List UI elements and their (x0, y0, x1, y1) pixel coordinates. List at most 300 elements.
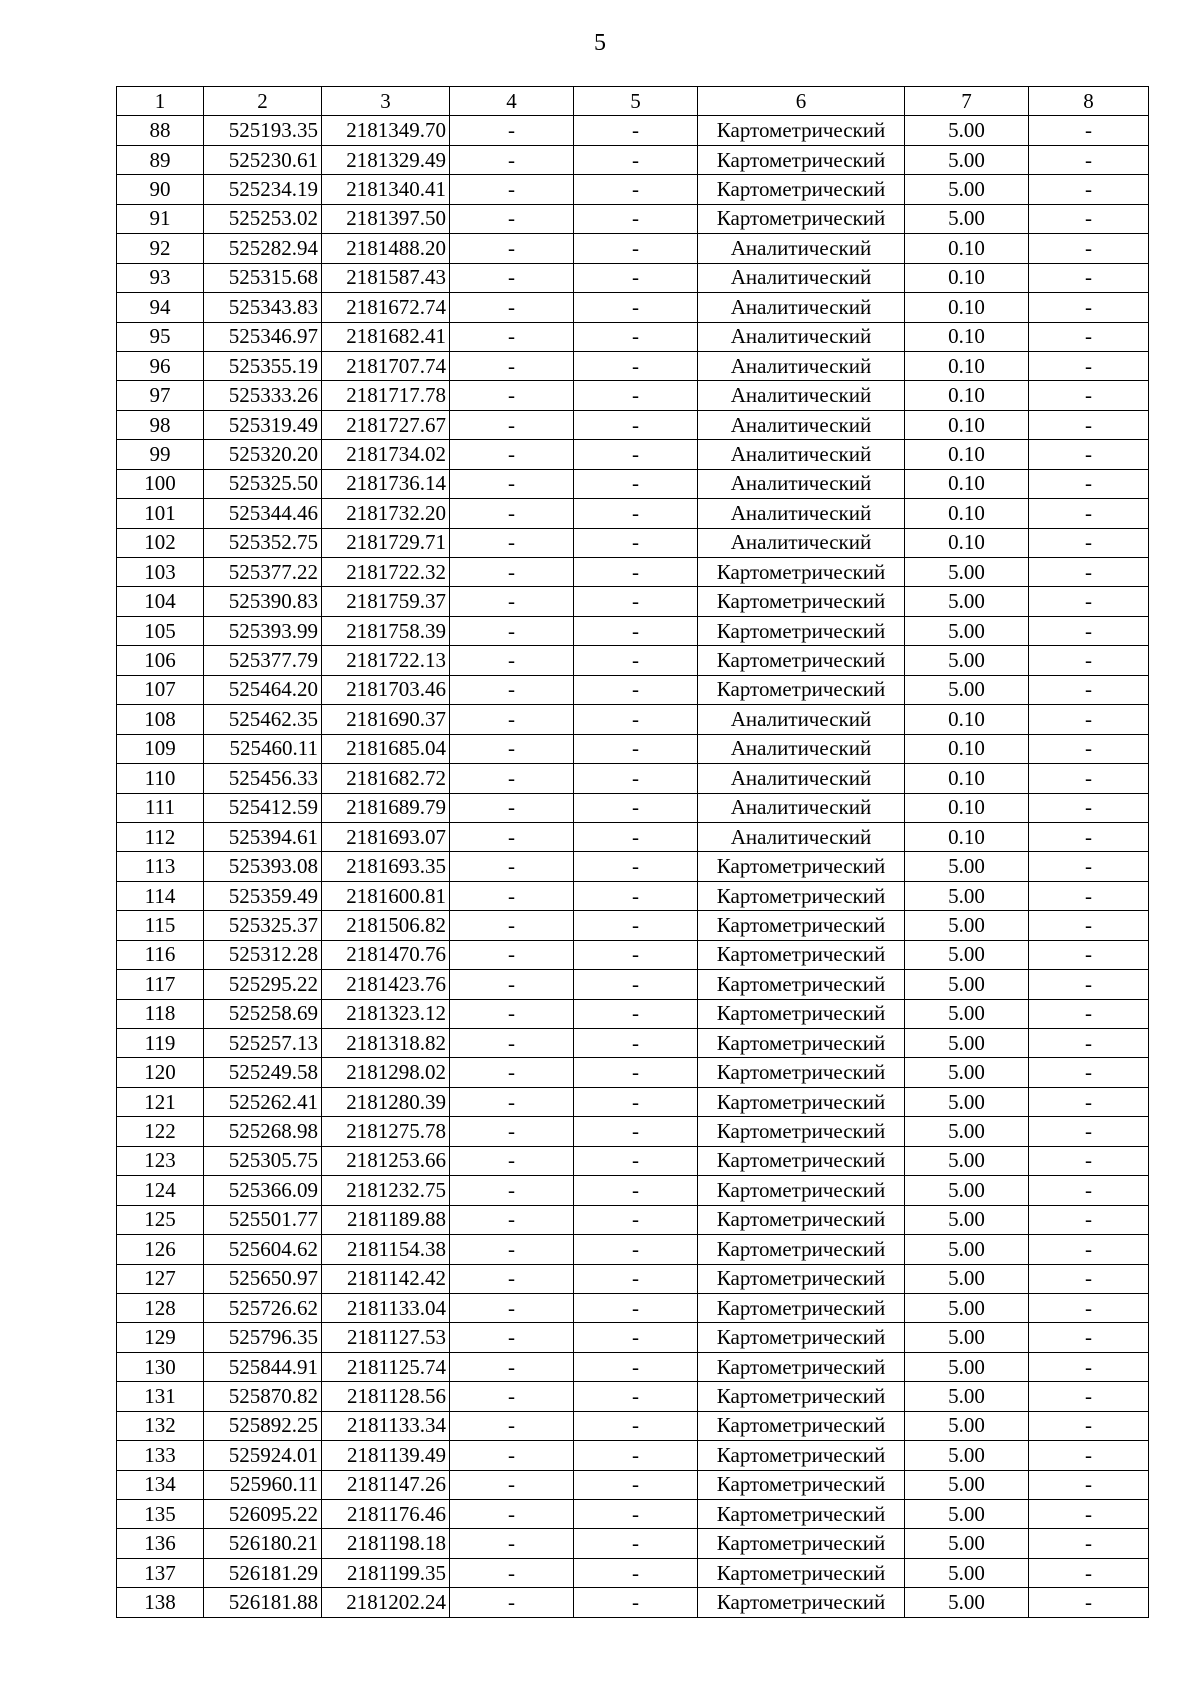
y-coordinate-cell: 2181340.41 (322, 175, 450, 204)
column-5-cell: - (574, 1382, 698, 1411)
column-8-cell: - (1029, 528, 1149, 557)
column-8-cell: - (1029, 351, 1149, 380)
point-number-cell: 115 (117, 911, 204, 940)
method-cell: Картометрический (698, 1205, 905, 1234)
table-row (117, 1146, 1149, 1175)
x-coordinate-cell: 525870.82 (204, 1382, 322, 1411)
accuracy-cell: 5.00 (905, 1117, 1029, 1146)
column-8-cell: - (1029, 1470, 1149, 1499)
column-4-cell: - (450, 822, 574, 851)
table-row (117, 293, 1149, 322)
column-8-cell: - (1029, 499, 1149, 528)
accuracy-cell: 5.00 (905, 1352, 1029, 1381)
point-number-cell: 124 (117, 1176, 204, 1205)
accuracy-cell: 5.00 (905, 558, 1029, 587)
column-8-cell: - (1029, 322, 1149, 351)
y-coordinate-cell: 2181280.39 (322, 1087, 450, 1116)
table-row (117, 351, 1149, 380)
column-4-cell: - (450, 528, 574, 557)
column-4-cell: - (450, 1558, 574, 1587)
column-5-cell: - (574, 499, 698, 528)
column-5-cell: - (574, 381, 698, 410)
table-row (117, 1323, 1149, 1352)
column-5-cell: - (574, 1176, 698, 1205)
column-8-cell: - (1029, 1558, 1149, 1587)
column-4-cell: - (450, 793, 574, 822)
x-coordinate-cell: 525295.22 (204, 970, 322, 999)
y-coordinate-cell: 2181587.43 (322, 263, 450, 292)
column-header: 7 (905, 87, 1029, 116)
column-4-cell: - (450, 145, 574, 174)
column-4-cell: - (450, 116, 574, 145)
column-8-cell: - (1029, 1529, 1149, 1558)
column-8-cell: - (1029, 675, 1149, 704)
x-coordinate-cell: 526181.29 (204, 1558, 322, 1587)
x-coordinate-cell: 525258.69 (204, 999, 322, 1028)
point-number-cell: 123 (117, 1146, 204, 1175)
point-number-cell: 116 (117, 940, 204, 969)
accuracy-cell: 5.00 (905, 1235, 1029, 1264)
column-8-cell: - (1029, 381, 1149, 410)
y-coordinate-cell: 2181690.37 (322, 705, 450, 734)
method-cell: Аналитический (698, 410, 905, 439)
column-8-cell: - (1029, 293, 1149, 322)
x-coordinate-cell: 525253.02 (204, 204, 322, 233)
column-5-cell: - (574, 440, 698, 469)
column-5-cell: - (574, 822, 698, 851)
point-number-cell: 133 (117, 1441, 204, 1470)
x-coordinate-cell: 525325.50 (204, 469, 322, 498)
column-8-cell: - (1029, 1352, 1149, 1381)
method-cell: Картометрический (698, 1441, 905, 1470)
column-8-cell: - (1029, 646, 1149, 675)
point-number-cell: 103 (117, 558, 204, 587)
column-4-cell: - (450, 499, 574, 528)
method-cell: Аналитический (698, 705, 905, 734)
y-coordinate-cell: 2181127.53 (322, 1323, 450, 1352)
column-5-cell: - (574, 1529, 698, 1558)
point-number-cell: 128 (117, 1293, 204, 1322)
table-row (117, 440, 1149, 469)
column-4-cell: - (450, 1117, 574, 1146)
accuracy-cell: 0.10 (905, 705, 1029, 734)
column-5-cell: - (574, 234, 698, 263)
table-row (117, 587, 1149, 616)
point-number-cell: 108 (117, 705, 204, 734)
y-coordinate-cell: 2181275.78 (322, 1117, 450, 1146)
y-coordinate-cell: 2181329.49 (322, 145, 450, 174)
column-5-cell: - (574, 351, 698, 380)
point-number-cell: 137 (117, 1558, 204, 1587)
accuracy-cell: 0.10 (905, 234, 1029, 263)
method-cell: Аналитический (698, 822, 905, 851)
y-coordinate-cell: 2181736.14 (322, 469, 450, 498)
column-8-cell: - (1029, 999, 1149, 1028)
column-4-cell: - (450, 234, 574, 263)
column-8-cell: - (1029, 1264, 1149, 1293)
y-coordinate-cell: 2181128.56 (322, 1382, 450, 1411)
accuracy-cell: 5.00 (905, 145, 1029, 174)
column-4-cell: - (450, 587, 574, 616)
accuracy-cell: 5.00 (905, 1529, 1029, 1558)
x-coordinate-cell: 525464.20 (204, 675, 322, 704)
y-coordinate-cell: 2181693.35 (322, 852, 450, 881)
accuracy-cell: 5.00 (905, 940, 1029, 969)
column-4-cell: - (450, 469, 574, 498)
column-5-cell: - (574, 587, 698, 616)
table-row (117, 646, 1149, 675)
x-coordinate-cell: 525312.28 (204, 940, 322, 969)
column-5-cell: - (574, 646, 698, 675)
column-8-cell: - (1029, 822, 1149, 851)
column-4-cell: - (450, 1411, 574, 1440)
y-coordinate-cell: 2181176.46 (322, 1500, 450, 1529)
x-coordinate-cell: 525796.35 (204, 1323, 322, 1352)
accuracy-cell: 5.00 (905, 204, 1029, 233)
method-cell: Картометрический (698, 616, 905, 645)
accuracy-cell: 5.00 (905, 1087, 1029, 1116)
table-row (117, 734, 1149, 763)
accuracy-cell: 5.00 (905, 1470, 1029, 1499)
accuracy-cell: 5.00 (905, 675, 1029, 704)
column-4-cell: - (450, 440, 574, 469)
column-8-cell: - (1029, 1441, 1149, 1470)
column-8-cell: - (1029, 1058, 1149, 1087)
table-row (117, 1411, 1149, 1440)
point-number-cell: 135 (117, 1500, 204, 1529)
table-row (117, 852, 1149, 881)
x-coordinate-cell: 525305.75 (204, 1146, 322, 1175)
point-number-cell: 121 (117, 1087, 204, 1116)
y-coordinate-cell: 2181732.20 (322, 499, 450, 528)
accuracy-cell: 0.10 (905, 381, 1029, 410)
table-row (117, 881, 1149, 910)
x-coordinate-cell: 525390.83 (204, 587, 322, 616)
column-8-cell: - (1029, 587, 1149, 616)
point-number-cell: 129 (117, 1323, 204, 1352)
x-coordinate-cell: 525412.59 (204, 793, 322, 822)
x-coordinate-cell: 525844.91 (204, 1352, 322, 1381)
accuracy-cell: 5.00 (905, 1588, 1029, 1617)
column-5-cell: - (574, 528, 698, 557)
method-cell: Аналитический (698, 293, 905, 322)
method-cell: Картометрический (698, 145, 905, 174)
column-8-cell: - (1029, 410, 1149, 439)
x-coordinate-cell: 525393.08 (204, 852, 322, 881)
method-cell: Аналитический (698, 528, 905, 557)
method-cell: Картометрический (698, 1176, 905, 1205)
column-header: 3 (322, 87, 450, 116)
accuracy-cell: 5.00 (905, 116, 1029, 145)
method-cell: Картометрический (698, 1558, 905, 1587)
column-header: 6 (698, 87, 905, 116)
method-cell: Картометрический (698, 204, 905, 233)
y-coordinate-cell: 2181722.13 (322, 646, 450, 675)
column-8-cell: - (1029, 793, 1149, 822)
accuracy-cell: 5.00 (905, 1382, 1029, 1411)
table-row (117, 322, 1149, 351)
table-row (117, 499, 1149, 528)
x-coordinate-cell: 525320.20 (204, 440, 322, 469)
x-coordinate-cell: 525377.79 (204, 646, 322, 675)
column-4-cell: - (450, 410, 574, 439)
column-5-cell: - (574, 881, 698, 910)
point-number-cell: 131 (117, 1382, 204, 1411)
point-number-cell: 101 (117, 499, 204, 528)
table-row (117, 1087, 1149, 1116)
column-8-cell: - (1029, 1146, 1149, 1175)
method-cell: Картометрический (698, 1264, 905, 1293)
column-8-cell: - (1029, 1205, 1149, 1234)
method-cell: Аналитический (698, 469, 905, 498)
column-5-cell: - (574, 1146, 698, 1175)
table-row (117, 764, 1149, 793)
point-number-cell: 134 (117, 1470, 204, 1499)
y-coordinate-cell: 2181142.42 (322, 1264, 450, 1293)
column-4-cell: - (450, 1352, 574, 1381)
column-header: 5 (574, 87, 698, 116)
y-coordinate-cell: 2181189.88 (322, 1205, 450, 1234)
method-cell: Картометрический (698, 881, 905, 910)
column-8-cell: - (1029, 204, 1149, 233)
point-number-cell: 117 (117, 970, 204, 999)
y-coordinate-cell: 2181318.82 (322, 1029, 450, 1058)
column-5-cell: - (574, 410, 698, 439)
method-cell: Картометрический (698, 558, 905, 587)
x-coordinate-cell: 525460.11 (204, 734, 322, 763)
column-8-cell: - (1029, 1500, 1149, 1529)
point-number-cell: 90 (117, 175, 204, 204)
accuracy-cell: 0.10 (905, 734, 1029, 763)
column-8-cell: - (1029, 911, 1149, 940)
column-8-cell: - (1029, 881, 1149, 910)
column-4-cell: - (450, 204, 574, 233)
column-4-cell: - (450, 1029, 574, 1058)
y-coordinate-cell: 2181685.04 (322, 734, 450, 763)
accuracy-cell: 0.10 (905, 351, 1029, 380)
column-4-cell: - (450, 351, 574, 380)
accuracy-cell: 0.10 (905, 263, 1029, 292)
x-coordinate-cell: 525333.26 (204, 381, 322, 410)
method-cell: Картометрический (698, 675, 905, 704)
x-coordinate-cell: 525262.41 (204, 1087, 322, 1116)
column-8-cell: - (1029, 175, 1149, 204)
table-row (117, 793, 1149, 822)
x-coordinate-cell: 525193.35 (204, 116, 322, 145)
column-4-cell: - (450, 970, 574, 999)
accuracy-cell: 5.00 (905, 1264, 1029, 1293)
method-cell: Картометрический (698, 1117, 905, 1146)
column-5-cell: - (574, 204, 698, 233)
y-coordinate-cell: 2181133.04 (322, 1293, 450, 1322)
column-4-cell: - (450, 1176, 574, 1205)
column-8-cell: - (1029, 1323, 1149, 1352)
table-row (117, 263, 1149, 292)
x-coordinate-cell: 525346.97 (204, 322, 322, 351)
table-row (117, 1588, 1149, 1617)
table-row (117, 1117, 1149, 1146)
y-coordinate-cell: 2181470.76 (322, 940, 450, 969)
y-coordinate-cell: 2181232.75 (322, 1176, 450, 1205)
accuracy-cell: 5.00 (905, 1323, 1029, 1352)
y-coordinate-cell: 2181693.07 (322, 822, 450, 851)
method-cell: Картометрический (698, 1500, 905, 1529)
method-cell: Аналитический (698, 263, 905, 292)
method-cell: Картометрический (698, 1470, 905, 1499)
accuracy-cell: 0.10 (905, 793, 1029, 822)
x-coordinate-cell: 525268.98 (204, 1117, 322, 1146)
point-number-cell: 132 (117, 1411, 204, 1440)
x-coordinate-cell: 525343.83 (204, 293, 322, 322)
column-4-cell: - (450, 1293, 574, 1322)
table-row (117, 1529, 1149, 1558)
x-coordinate-cell: 525924.01 (204, 1441, 322, 1470)
column-header: 2 (204, 87, 322, 116)
x-coordinate-cell: 525892.25 (204, 1411, 322, 1440)
x-coordinate-cell: 525344.46 (204, 499, 322, 528)
y-coordinate-cell: 2181397.50 (322, 204, 450, 233)
column-4-cell: - (450, 1323, 574, 1352)
column-4-cell: - (450, 940, 574, 969)
accuracy-cell: 5.00 (905, 1500, 1029, 1529)
column-8-cell: - (1029, 616, 1149, 645)
method-cell: Аналитический (698, 234, 905, 263)
column-5-cell: - (574, 558, 698, 587)
column-4-cell: - (450, 1441, 574, 1470)
accuracy-cell: 5.00 (905, 1441, 1029, 1470)
y-coordinate-cell: 2181154.38 (322, 1235, 450, 1264)
table-row (117, 1558, 1149, 1587)
column-4-cell: - (450, 175, 574, 204)
accuracy-cell: 5.00 (905, 587, 1029, 616)
accuracy-cell: 5.00 (905, 1558, 1029, 1587)
point-number-cell: 130 (117, 1352, 204, 1381)
x-coordinate-cell: 525960.11 (204, 1470, 322, 1499)
y-coordinate-cell: 2181423.76 (322, 970, 450, 999)
point-number-cell: 88 (117, 116, 204, 145)
column-4-cell: - (450, 852, 574, 881)
point-number-cell: 127 (117, 1264, 204, 1293)
accuracy-cell: 5.00 (905, 911, 1029, 940)
table-row (117, 145, 1149, 174)
method-cell: Картометрический (698, 175, 905, 204)
x-coordinate-cell: 525234.19 (204, 175, 322, 204)
point-number-cell: 125 (117, 1205, 204, 1234)
method-cell: Картометрический (698, 1323, 905, 1352)
x-coordinate-cell: 525456.33 (204, 764, 322, 793)
column-5-cell: - (574, 1588, 698, 1617)
accuracy-cell: 5.00 (905, 175, 1029, 204)
y-coordinate-cell: 2181689.79 (322, 793, 450, 822)
table-row (117, 1029, 1149, 1058)
y-coordinate-cell: 2181717.78 (322, 381, 450, 410)
method-cell: Аналитический (698, 440, 905, 469)
column-5-cell: - (574, 1558, 698, 1587)
column-4-cell: - (450, 999, 574, 1028)
method-cell: Картометрический (698, 940, 905, 969)
column-4-cell: - (450, 1470, 574, 1499)
column-4-cell: - (450, 263, 574, 292)
x-coordinate-cell: 525230.61 (204, 145, 322, 174)
method-cell: Аналитический (698, 322, 905, 351)
point-number-cell: 111 (117, 793, 204, 822)
column-5-cell: - (574, 1117, 698, 1146)
method-cell: Картометрический (698, 1235, 905, 1264)
table-header-row (117, 87, 1149, 116)
x-coordinate-cell: 525319.49 (204, 410, 322, 439)
x-coordinate-cell: 526095.22 (204, 1500, 322, 1529)
y-coordinate-cell: 2181199.35 (322, 1558, 450, 1587)
column-5-cell: - (574, 1293, 698, 1322)
column-5-cell: - (574, 1411, 698, 1440)
column-8-cell: - (1029, 940, 1149, 969)
column-5-cell: - (574, 1205, 698, 1234)
accuracy-cell: 5.00 (905, 646, 1029, 675)
accuracy-cell: 5.00 (905, 1205, 1029, 1234)
table-row (117, 469, 1149, 498)
x-coordinate-cell: 525352.75 (204, 528, 322, 557)
accuracy-cell: 5.00 (905, 1029, 1029, 1058)
column-5-cell: - (574, 793, 698, 822)
column-8-cell: - (1029, 1382, 1149, 1411)
column-4-cell: - (450, 322, 574, 351)
method-cell: Картометрический (698, 1588, 905, 1617)
point-number-cell: 102 (117, 528, 204, 557)
table-row (117, 410, 1149, 439)
column-4-cell: - (450, 1264, 574, 1293)
method-cell: Аналитический (698, 381, 905, 410)
point-number-cell: 126 (117, 1235, 204, 1264)
column-8-cell: - (1029, 1411, 1149, 1440)
point-number-cell: 122 (117, 1117, 204, 1146)
column-5-cell: - (574, 322, 698, 351)
accuracy-cell: 5.00 (905, 881, 1029, 910)
method-cell: Аналитический (698, 764, 905, 793)
point-number-cell: 106 (117, 646, 204, 675)
column-5-cell: - (574, 616, 698, 645)
x-coordinate-cell: 525282.94 (204, 234, 322, 263)
column-4-cell: - (450, 293, 574, 322)
column-5-cell: - (574, 263, 698, 292)
y-coordinate-cell: 2181139.49 (322, 1441, 450, 1470)
column-5-cell: - (574, 911, 698, 940)
method-cell: Картометрический (698, 587, 905, 616)
table-row (117, 234, 1149, 263)
column-4-cell: - (450, 616, 574, 645)
x-coordinate-cell: 525726.62 (204, 1293, 322, 1322)
x-coordinate-cell: 525501.77 (204, 1205, 322, 1234)
column-header: 8 (1029, 87, 1149, 116)
point-number-cell: 114 (117, 881, 204, 910)
table-row (117, 558, 1149, 587)
column-4-cell: - (450, 764, 574, 793)
table-row (117, 1470, 1149, 1499)
y-coordinate-cell: 2181125.74 (322, 1352, 450, 1381)
method-cell: Картометрический (698, 1382, 905, 1411)
table-row (117, 116, 1149, 145)
column-8-cell: - (1029, 1087, 1149, 1116)
y-coordinate-cell: 2181682.72 (322, 764, 450, 793)
accuracy-cell: 5.00 (905, 852, 1029, 881)
column-4-cell: - (450, 558, 574, 587)
method-cell: Картометрический (698, 999, 905, 1028)
column-5-cell: - (574, 293, 698, 322)
x-coordinate-cell: 525355.19 (204, 351, 322, 380)
point-number-cell: 92 (117, 234, 204, 263)
column-5-cell: - (574, 1235, 698, 1264)
accuracy-cell: 0.10 (905, 499, 1029, 528)
table-row (117, 1441, 1149, 1470)
